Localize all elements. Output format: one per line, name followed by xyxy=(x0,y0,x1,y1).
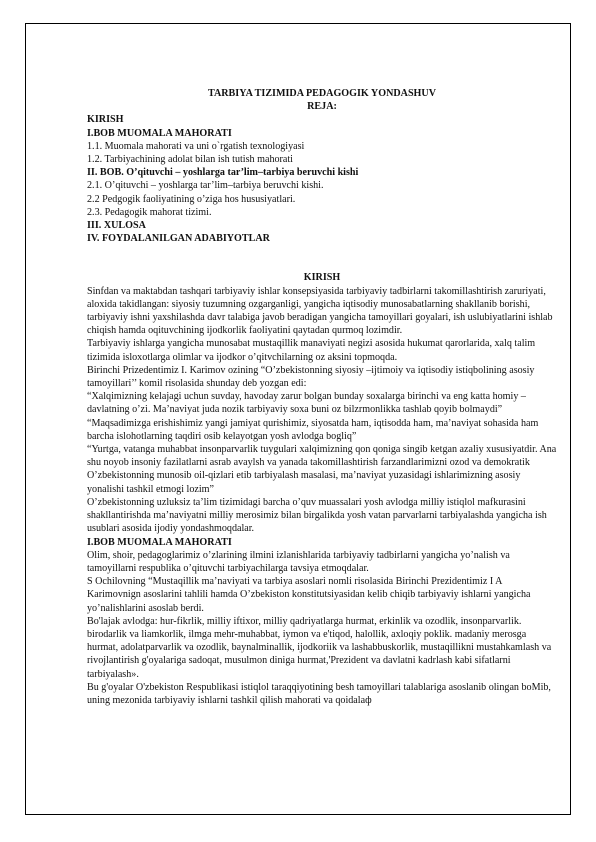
section1-heading: I.BOB MUOMALA MAHORATI xyxy=(87,536,232,548)
section1-paragraph: S Ochilovning “Mustaqillik ma’naviyati va tarbiya asoslari nomli risolasida Birinchi Prezidentimiz I A Karimovnign asoslarini tahlili hamda O’zbekiston konstitutsiyasidan kelib chiqib tarbiyaviy ishlarni yangicha yo’nalishlarini asoslab berdi. xyxy=(87,576,531,614)
intro-paragraph: “Maqsadimizga erishishimiz yangi jamiyat qurishimiz, siyosatda ham, iqtisodda ham, ma’naviyat sohasida ham barcha islohotlarning taqdiri osib kelayotgan yosh avlodga bogliq” xyxy=(87,417,539,442)
intro-paragraph: O’zbekistonning uzluksiz ta’lim tizimidagi barcha o’quv muassalari yosh avlodga milliy istiqlol mafkurasini shakllantirishda ma’naviyatni milliy merosimiz bilan birgalikda yosh vatan parvarlarni tarbiyalashda yangicha ish usublari asosida ijodiy yondashmoqdalar. xyxy=(87,496,547,535)
intro-paragraph: Sinfdan va maktabdan tashqari tarbiyaviy ishlar konsepsiyasida tarbiyaviy tadbirlarni takomillashtirish zaruriyati, aloxida takidlangan: siyosiy tuzumning ozgarganligi, yangicha iqtisodiy munosabatlarning shakllanib borishi, tarbiyaviy ishni yaxshilashda davr talabiga javob beradigan yangicha tamoyillari goyalari, ish uslubiyatlarini ishlab chiqish hamda oqituvchining ijodkorlik faoliyatini qaytadan qurmoq lozimdir. xyxy=(87,285,553,337)
section1-paragraph: Bo'lajak avlodga: hur-fikrlik, milliy iftixor, milliy qadriyatlarga hurmat, erkinlik va ozodlik, insonparvarlik. birodarlik va liamkorlik, ilmga mehr-muhabbat, iymon va e'tiqod, halollik, axloqiy poklik. madaniy merosga hurmat, adolatparvarlik va ozodlik, baynalminallik, ijodkoriik va lashabbuskorlik, mustaqillikni mustahkamlash va rivojlantirish g'oyalariga sadoqat, musulmon diniga hurmat,'Prezident va davlatni kadrlash kabi sifatlarni tarbiyalash». xyxy=(87,615,552,680)
plan-heading: REJA: xyxy=(307,101,337,113)
intro-paragraph: “Yurtga, vatanga muhabbat insonparvarlik tuygulari xalqimizning qon qoniga singib ketgan azaliy xususiyatdir. Ana shu noyob insoniy fazilatlarni asrab avaylsh va yanada takomillashtirish farzandlarimizni ozod va demokratik O’zbekistonning munosib oil-qizlari etib tarbiyalash masalasi, ma’naviyat yuzasidagi ishlarimizning asosiy yonalishi tashkil etmogi lozim” xyxy=(87,444,557,495)
plan-list xyxy=(87,113,557,245)
plan-item: KIRISH xyxy=(87,114,124,126)
plan-item: IV. FOYDALANILGAN ADABIYOTLAR xyxy=(87,233,270,245)
intro-section xyxy=(87,285,557,536)
plan-item: III. XULOSA xyxy=(87,220,146,232)
intro-paragraph: Birinchi Prizedentimiz I. Karimov ozining “O’zbekistonning siyosiy –ijtimoiy va iqtisodiy istiqbolining asosiy tamoyillari’’ komil risolasida shunday deb yozgan edi: xyxy=(87,364,535,390)
document-title: TARBIYA TIZIMIDA PEDAGOGIK YONDASHUV xyxy=(208,88,436,99)
plan-item: 1.2. Tarbiyachining adolat bilan ish tutish mahorati xyxy=(87,154,293,166)
section1-body xyxy=(87,549,557,707)
intro-heading: KIRISH xyxy=(303,272,341,284)
plan-item: II. BOB. O’qituvchi – yoshlarga tar’lim–tarbiya beruvchi kishi xyxy=(87,167,359,179)
plan-item: 2.1. O’qituvchi – yoshlarga tar’lim–tarbiya beruvchi kishi. xyxy=(87,180,324,192)
intro-paragraph: Tarbiyaviy ishlarga yangicha munosabat mustaqillik manaviyati negizi asosida hukumat qarorlarida, xalq talim tizimida isloxotlarga olimlar va ijodkor o’qitvchilarning oz aksini topmoqda. xyxy=(87,338,536,363)
plan-item: 1.1. Muomala mahorati va uni o`rgatish texnologiyasi xyxy=(87,140,305,152)
plan-item: 2.2 Pedgogik faoliyatining o’ziga hos hususiyatlari. xyxy=(87,193,296,205)
intro-paragraph: “Xalqimizning kelajagi uchun suvday, havoday zarur bolgan bunday soxalarga birinchi va eng katta homiy – davlatning o’zi. Ma’naviyat juda nozik tarbiyaviy soxa buni oz bilzrmonlikka tashlab qoyib bolmaydi” xyxy=(87,391,526,416)
spacer xyxy=(87,245,557,271)
section1-paragraph: Bu g'oyalar O'zbekiston Respublikasi istiqlol taraqqiyotining besh tamoyillari talablariga asoslanib olingan boMib, uning mezonida tarbiyaviy ishlarni tashkil qilish mahorati va qoidalaф xyxy=(87,681,551,706)
section1-paragraph: Olim, shoir, pedagoglarimiz o’zlarining ilmini izlanishlarida tarbiyaviy tadbirlarni yangicha yo’nalish va tamoyillarni respublika o’qituvchi tarbiyachilarga tavsiya etmoqdalar. xyxy=(87,549,510,574)
plan-item: 2.3. Pedagogik mahorat tizimi. xyxy=(87,206,212,218)
plan-item: I.BOB MUOMALA MAHORATI xyxy=(87,127,232,139)
document-body xyxy=(87,87,557,707)
